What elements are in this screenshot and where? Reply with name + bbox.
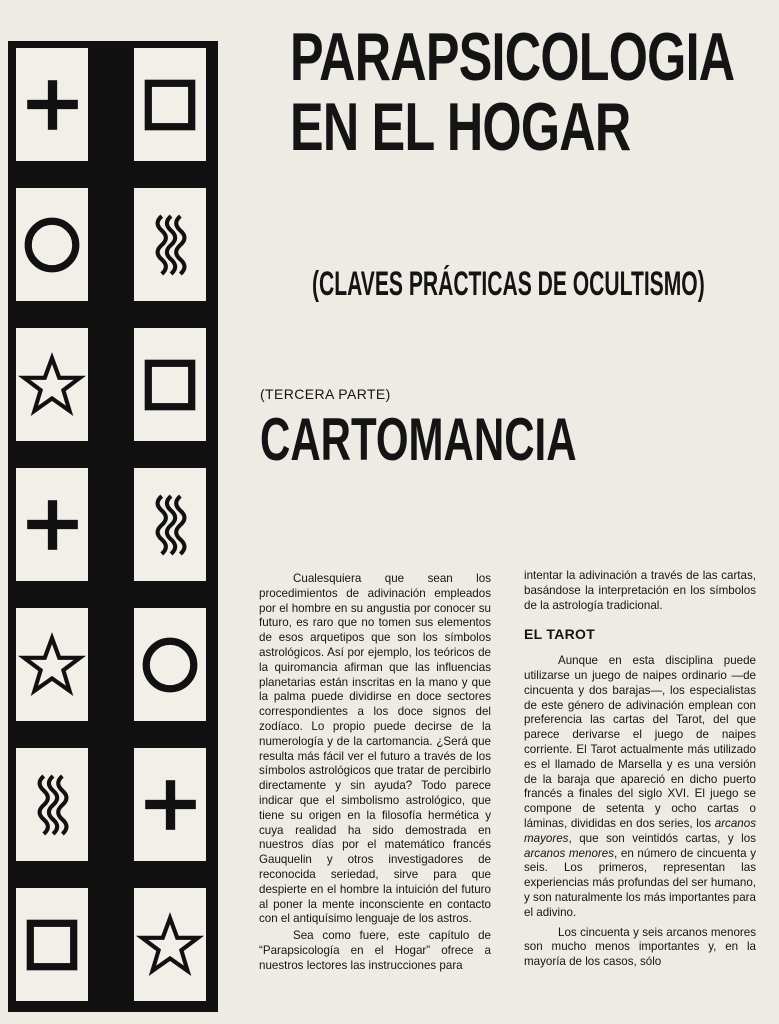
circle-icon <box>21 214 83 276</box>
text-run: , en número de cincuenta y seis. Los primeros, representan las experiencias más profundas del ser humano, y son naturalmente los más importantes para el adivino. <box>524 846 757 919</box>
paragraph: intentar la adivinación a través de las cartas, basándose la interpretación en los símbolos de la astrología tradicional. <box>524 569 756 612</box>
subtitle: (CLAVES PRÁCTICAS DE OCULTISMO) <box>312 265 705 303</box>
headline <box>290 19 735 165</box>
text-run: Aunque en esta disciplina puede utilizarse un juego de naipes ordinario —de cincuenta y dos barajas—, los especialistas de este género de adivinación emplean con preferencia las cartas del Tarot, del que parece derivarse el juego de naipes corriente. El Tarot actualmente más utilizado es el llamado de Marsella y es una versión de la baraja que apareció en dicho puerto francés a finales del siglo XVI. El juego se compone de setenta y ocho cartas o láminas, divididas en dos series, los <box>524 654 756 830</box>
symbol-card <box>134 888 206 1001</box>
headline-line-2: EN EL HOGAR <box>290 89 631 165</box>
wavy-lines-icon <box>21 774 83 836</box>
symbol-card <box>16 468 88 581</box>
article-column-2 <box>524 569 756 970</box>
symbol-card <box>134 188 206 301</box>
symbol-card <box>16 608 88 721</box>
symbol-card <box>134 748 206 861</box>
emphasis: arcanos menores <box>524 846 615 860</box>
wavy-lines-icon <box>139 494 201 556</box>
star-icon <box>21 634 83 696</box>
square-icon <box>139 354 201 416</box>
square-icon <box>21 914 83 976</box>
symbol-card <box>16 328 88 441</box>
cross-icon <box>21 494 83 556</box>
paragraph: Sea como fuere, este capítulo de “Parapsicología en el Hogar” ofrece a nuestros lectores las instrucciones para <box>259 929 491 972</box>
cross-icon <box>21 74 83 136</box>
text-run: , que son veintidós cartas, y los <box>568 831 756 845</box>
emphasis: arcanos mayores <box>524 816 756 845</box>
cross-icon <box>139 774 201 836</box>
symbol-card <box>134 468 206 581</box>
article-column-1 <box>259 572 491 974</box>
symbol-card <box>16 48 88 161</box>
square-icon <box>139 74 201 136</box>
symbol-card-strip <box>8 41 218 1012</box>
part-label: (TERCERA PARTE) <box>260 386 391 402</box>
paragraph <box>524 654 756 920</box>
wavy-lines-icon <box>139 214 201 276</box>
symbol-card <box>16 888 88 1001</box>
symbol-card <box>16 748 88 861</box>
paragraph: Cualesquiera que sean los procedimientos de adivinación empleados por el hombre en su angustia por conocer su futuro, es raro que no tomen sus elementos de esos arquetipos que son los símbolos astrológicos. Así por ejemplo, los teóricos de la quiromancia afirman que las influencias planetarias están inscritas en la mano y que la palma puede dividirse en doce sectores correspondientes a los doce signos del zodíaco. Lo propio puede decirse de la numerología y de la cartomancia. ¿Será que resulta más fácil ver el futuro a través de los símbolos astrológicos que tratar de percibirlo directamente y sin ayuda? Todo parece indicar que el simbolismo astrológico, que tiene su origen en la filosofía hermética y cuya realidad ha sido demostrada en nuestros días por el matemático francés Gauquelin y otros investigadores de reconocida seriedad, sirve para que despierte en el hombre la intuición del futuro al poner la mente inconsciente en contacto con el antiquísimo lenguaje de los astros. <box>259 572 491 926</box>
headline-line-1: PARAPSICOLOGIA <box>290 19 735 95</box>
symbol-card <box>134 328 206 441</box>
symbol-card <box>16 188 88 301</box>
star-icon <box>139 914 201 976</box>
symbol-card <box>134 608 206 721</box>
symbol-card <box>134 48 206 161</box>
star-icon <box>21 354 83 416</box>
subheading: EL TAROT <box>524 626 596 643</box>
circle-icon <box>139 634 201 696</box>
paragraph: Los cincuenta y seis arcanos menores son mucho menos importantes y, en la mayoría de los casos, sólo <box>524 925 756 969</box>
section-title: CARTOMANCIA <box>260 406 577 473</box>
